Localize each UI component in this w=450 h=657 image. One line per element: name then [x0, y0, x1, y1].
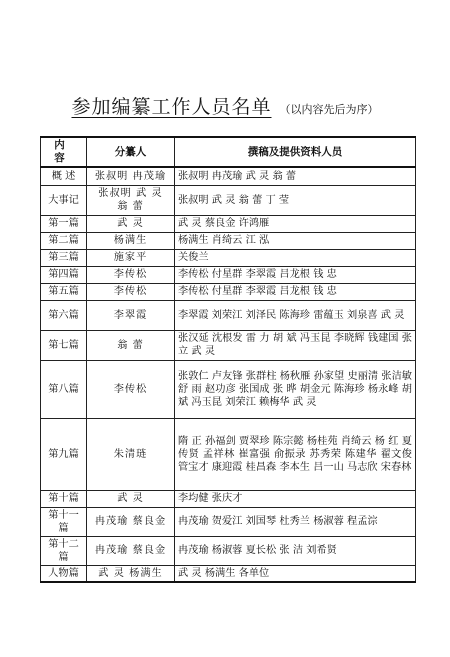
row-editor: 冉茂瑜 蔡良金: [87, 536, 175, 565]
row-staff: 李传松 付星群 李翠霞 吕龙根 钱 忠: [175, 283, 416, 300]
row-section: 第十篇: [41, 490, 87, 507]
row-editor: 朱清琏: [87, 418, 175, 490]
row-section: 人物篇: [41, 565, 87, 582]
row-staff: 武 灵 杨满生 各单位: [175, 565, 416, 582]
row-staff: 张敦仁 卢友锋 张群柱 杨秋雁 孙家望 史丽清 张洁敏 舒 雨 赵功彦 张国成 张 晔 胡金元 陈海珍 杨永峰 胡 斌 冯玉昆 刘荣江 赖梅华 武 灵: [175, 360, 416, 418]
row-staff: 李均健 张庆才: [175, 490, 416, 507]
header-section: 内 容: [41, 137, 87, 167]
table-row: [41, 266, 416, 283]
row-section: 大事记: [41, 185, 87, 215]
table-row: [41, 215, 416, 232]
table-row: [41, 507, 416, 536]
table-row: [41, 536, 416, 565]
row-editor: 武 灵: [87, 215, 175, 232]
table-row: [41, 490, 416, 507]
staff-roster-table: [40, 136, 416, 583]
row-staff: 隋 正 孙福剑 贾翠珍 陈宗懿 杨桂苑 肖绮云 杨 红 夏传贤 孟祥林 崔富强 俞振录 苏秀荣 陈建华 翟文俊 管宝才 康迎霞 桂昌森 李本生 吕一山 马志欣 宋春林: [175, 418, 416, 490]
table-row: [41, 185, 416, 215]
row-staff: 李翠霞 刘荣江 刘泽民 陈海珍 雷蕴玉 刘泉喜 武 灵: [175, 300, 416, 330]
page-title: 参加编纂工作人员名单: [71, 96, 272, 118]
table-row: [41, 249, 416, 266]
table-row: [41, 565, 416, 582]
row-editor: 武 灵: [87, 490, 175, 507]
row-section: 第十一篇: [41, 507, 87, 536]
row-staff: 杨满生 肖绮云 江 泓: [175, 232, 416, 249]
row-section: 第六篇: [41, 300, 87, 330]
row-editor: 李翠霞: [87, 300, 175, 330]
row-section: 第一篇: [41, 215, 87, 232]
row-staff: 张汉延 沈根发 雷 力 胡 斌 冯玉昆 李晓辉 钱建国 张 立 武 灵: [175, 330, 416, 360]
row-staff: 武 灵 蔡良金 许鸿雁: [175, 215, 416, 232]
row-editor: 翁 蕾: [87, 330, 175, 360]
table-row: [41, 232, 416, 249]
row-section: 第七篇: [41, 330, 87, 360]
row-editor: 李传松: [87, 283, 175, 300]
table-row: [41, 330, 416, 360]
row-staff: 冉茂瑜 贺爱江 刘国琴 杜秀兰 杨淑蓉 程孟淙: [175, 507, 416, 536]
table-row: [41, 360, 416, 418]
row-section: 第九篇: [41, 418, 87, 490]
row-section: 第四篇: [41, 266, 87, 283]
row-editor: 张叔明 冉茂瑜: [87, 167, 175, 185]
title-row: [0, 92, 450, 119]
row-staff: 关俊兰: [175, 249, 416, 266]
row-staff: 冉茂瑜 杨淑蓉 夏长松 张 洁 刘希贤: [175, 536, 416, 565]
row-section: 第二篇: [41, 232, 87, 249]
row-editor: 杨满生: [87, 232, 175, 249]
row-editor: 李传松: [87, 360, 175, 418]
page-subtitle: （以内容先后为序）: [279, 103, 379, 116]
table-body: [41, 167, 416, 582]
row-section: 第五篇: [41, 283, 87, 300]
table-row: [41, 283, 416, 300]
row-editor: 武 灵 杨满生: [87, 565, 175, 582]
row-editor: 冉茂瑜 蔡良金: [87, 507, 175, 536]
row-editor: 张叔明 武 灵 翁 蕾: [87, 185, 175, 215]
row-section: 第三篇: [41, 249, 87, 266]
table-row: [41, 300, 416, 330]
row-staff: 李传松 付星群 李翠霞 吕龙根 钱 忠: [175, 266, 416, 283]
table-header-row: [41, 137, 416, 167]
row-staff: 张叔明 冉茂瑜 武 灵 翁 蕾: [175, 167, 416, 185]
header-editor: 分纂人: [87, 137, 175, 167]
row-section: 第八篇: [41, 360, 87, 418]
table-row: [41, 418, 416, 490]
row-editor: 施家平: [87, 249, 175, 266]
header-staff: 撰稿及提供资料人员: [175, 137, 416, 167]
row-section: 第十二篇: [41, 536, 87, 565]
row-staff: 张叔明 武 灵 翁 蕾 丁 莹: [175, 185, 416, 215]
table-row: [41, 167, 416, 185]
row-editor: 李传松: [87, 266, 175, 283]
row-section: 概 述: [41, 167, 87, 185]
